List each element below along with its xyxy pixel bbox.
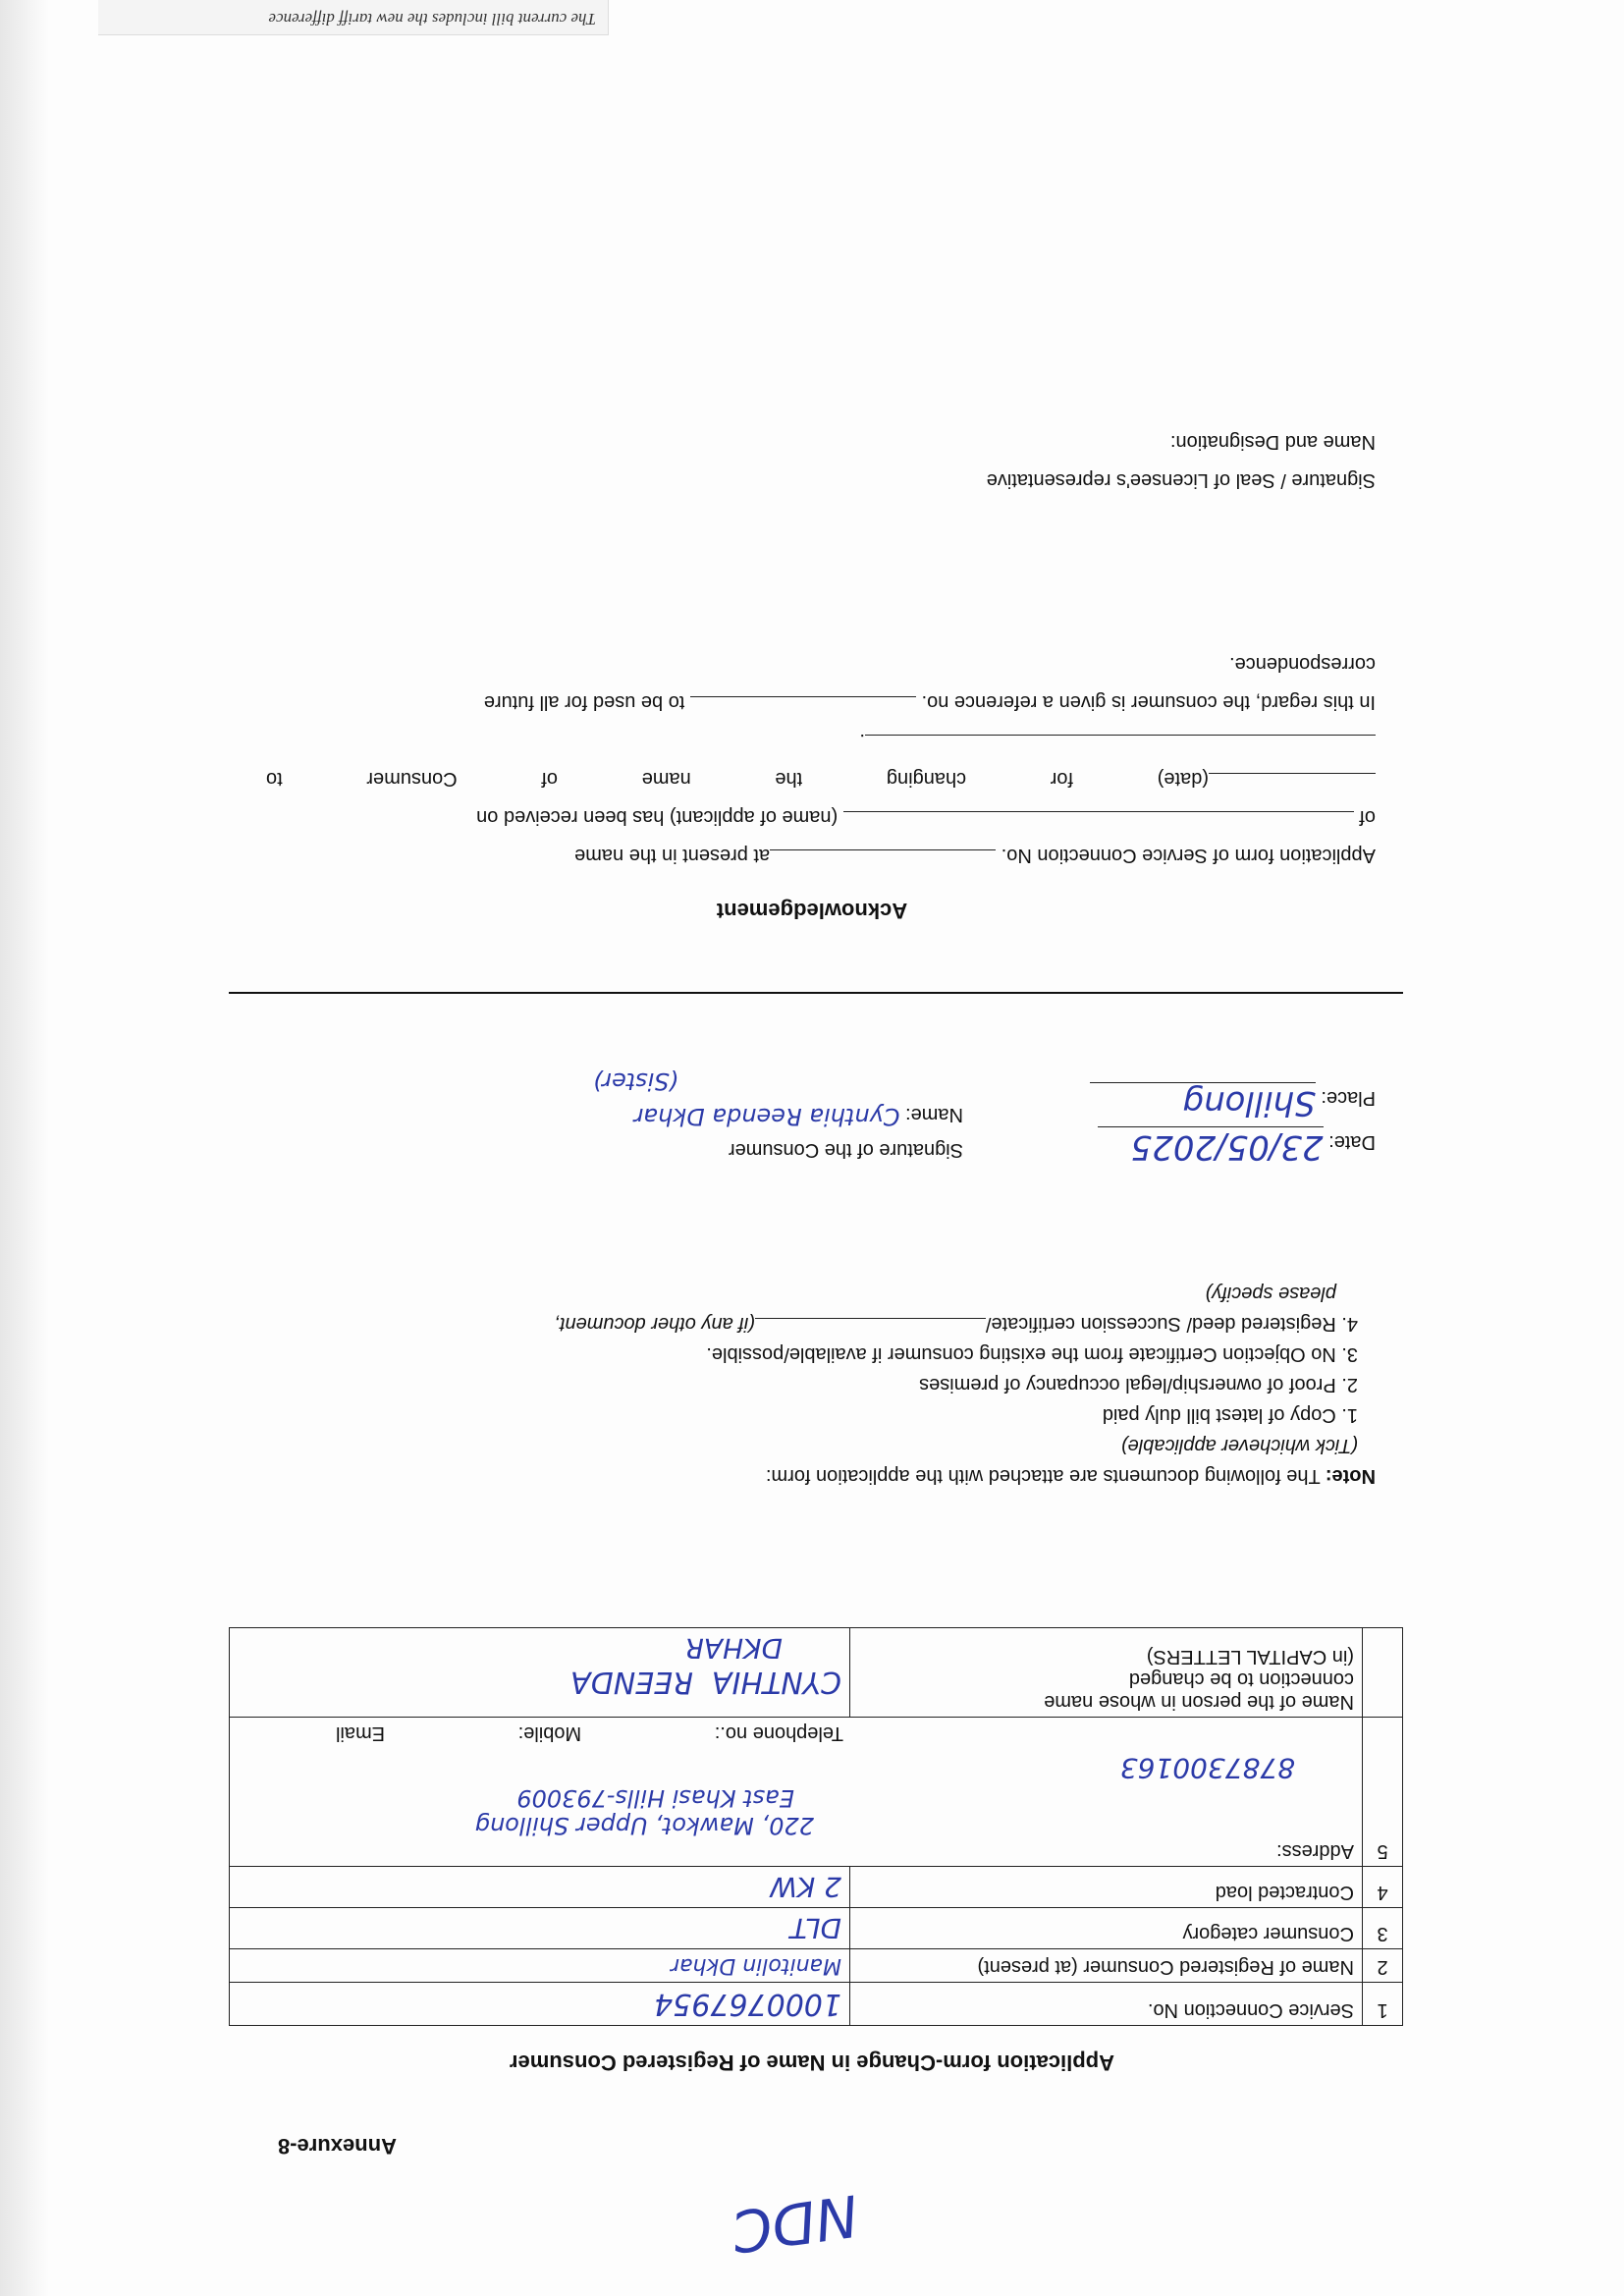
handwritten-value: 1000767954 [654, 1987, 841, 2021]
ack-line: . [266, 721, 1376, 759]
section-divider [229, 992, 1403, 994]
date-place [1090, 1078, 1376, 1167]
field-label: Name of Registered Consumer (at present) [850, 1949, 1363, 1983]
date-value: 23/05/2025 [1098, 1126, 1324, 1167]
row-number: 5 [1363, 1718, 1403, 1867]
table-row [230, 1949, 1403, 1983]
note-tick-instruction: (Tick whichever applicable) [1120, 1435, 1358, 1456]
field-label: Contracted load [850, 1867, 1363, 1908]
table-row [230, 1628, 1403, 1718]
consumer-name-value: Cynthia Reenda Dkhar [633, 1103, 900, 1130]
place-field[interactable]: Place: Shillong [1090, 1078, 1376, 1122]
document-item[interactable]: 1. Copy of latest bill duly paid [1102, 1404, 1358, 1426]
row-number: 3 [1363, 1908, 1403, 1949]
licensee-representative [987, 422, 1376, 499]
new-name-value[interactable] [230, 1628, 850, 1718]
address-line-2: East Khasi Hills-793009 [516, 1784, 794, 1812]
note-section [168, 1278, 1376, 1491]
document-item-continuation: please specify) [1205, 1283, 1336, 1304]
signature-label: Signature of the Consumer [728, 1139, 963, 1161]
form-title: Application form-Change in Name of Registered Consumer [509, 2050, 1115, 2075]
handwritten-value: DKHAR [684, 1632, 783, 1665]
contact-labels [238, 1722, 1354, 1744]
ack-line: In this regard, the consumer is given a reference no. to be used for all future [483, 691, 1376, 713]
licensee-signature-label: Signature / Seal of Licensee's representative [986, 469, 1376, 491]
telephone-label: Telephone no.: [714, 1722, 843, 1744]
table-row [230, 1867, 1403, 1908]
consumer-name-field[interactable]: Name: Cynthia Reenda Dkhar [633, 1103, 963, 1130]
document-item[interactable]: 2. Proof of ownership/legal occupancy of premises [919, 1374, 1358, 1395]
field-label: Address: [1276, 1840, 1354, 1862]
underlying-page-strip: The current bill includes the new tariff difference [98, 0, 609, 35]
consumer-category-value[interactable] [230, 1908, 850, 1949]
table-row [230, 1718, 1403, 1867]
scan-edge-shadow [0, 0, 49, 2296]
consumer-status-value: (Sister) [592, 1067, 678, 1095]
phone-value: 8787300163 [1119, 1752, 1295, 1784]
signature-block [168, 990, 1376, 1167]
document-item[interactable]: 3. No Objection Certificate from the existing consumer if available/possible. [706, 1343, 1358, 1365]
ack-line: (date) for changing the name of Consumer to [266, 759, 1376, 797]
handwritten-value: DLT [789, 1912, 841, 1944]
name-designation-label: Name and Designation: [1169, 431, 1376, 453]
acknowledgement-text [266, 644, 1376, 874]
registered-consumer-value[interactable] [230, 1949, 850, 1983]
acknowledgement-title: Acknowledgement [716, 899, 908, 923]
handwritten-value: CYNTHIA REENDA [570, 1665, 841, 1699]
ack-line: correspondence. [1229, 653, 1376, 675]
note-heading: Note: The following documents are attached with the application form: [765, 1465, 1376, 1487]
row-number: 2 [1363, 1949, 1403, 1983]
field-label: Service Connection No. [850, 1983, 1363, 2026]
contracted-load-value[interactable] [230, 1867, 850, 1908]
handwritten-value: Manitolin Dkhar [671, 1953, 841, 1978]
service-connection-value[interactable] [230, 1983, 850, 2026]
row-number: 1 [1363, 1983, 1403, 2026]
application-form-table [229, 1627, 1403, 2026]
address-field[interactable] [230, 1718, 1363, 1867]
field-label: Name of the person in whose name connection to be changed (in CAPITAL LETTERS) [850, 1628, 1363, 1718]
row-number [1363, 1628, 1403, 1718]
row-number: 4 [1363, 1867, 1403, 1908]
table-row [230, 1983, 1403, 2026]
document-item[interactable]: 4. Registered deed/ Succession certificate/(if any other document, [554, 1313, 1358, 1335]
ack-line: of (name of applicant) has been received on [476, 806, 1376, 828]
table-row [230, 1908, 1403, 1949]
field-label: Consumer category [850, 1908, 1363, 1949]
date-field[interactable]: Date: 23/05/2025 [1090, 1122, 1376, 1167]
email-label: Email [336, 1722, 386, 1744]
annexure-label: Annexure-8 [277, 2134, 397, 2159]
address-line-1: 220, Mawkot, Upper Shillong [474, 1812, 814, 1839]
handwritten-value: 2 KW [770, 1871, 841, 1903]
consumer-signature [593, 1065, 963, 1167]
mobile-label: Mobile: [517, 1722, 582, 1744]
place-value: Shillong [1090, 1082, 1316, 1122]
ack-line: Application form of Service Connection No. at present in the name [574, 845, 1376, 866]
handwritten-mark: NDC [728, 2181, 863, 2266]
